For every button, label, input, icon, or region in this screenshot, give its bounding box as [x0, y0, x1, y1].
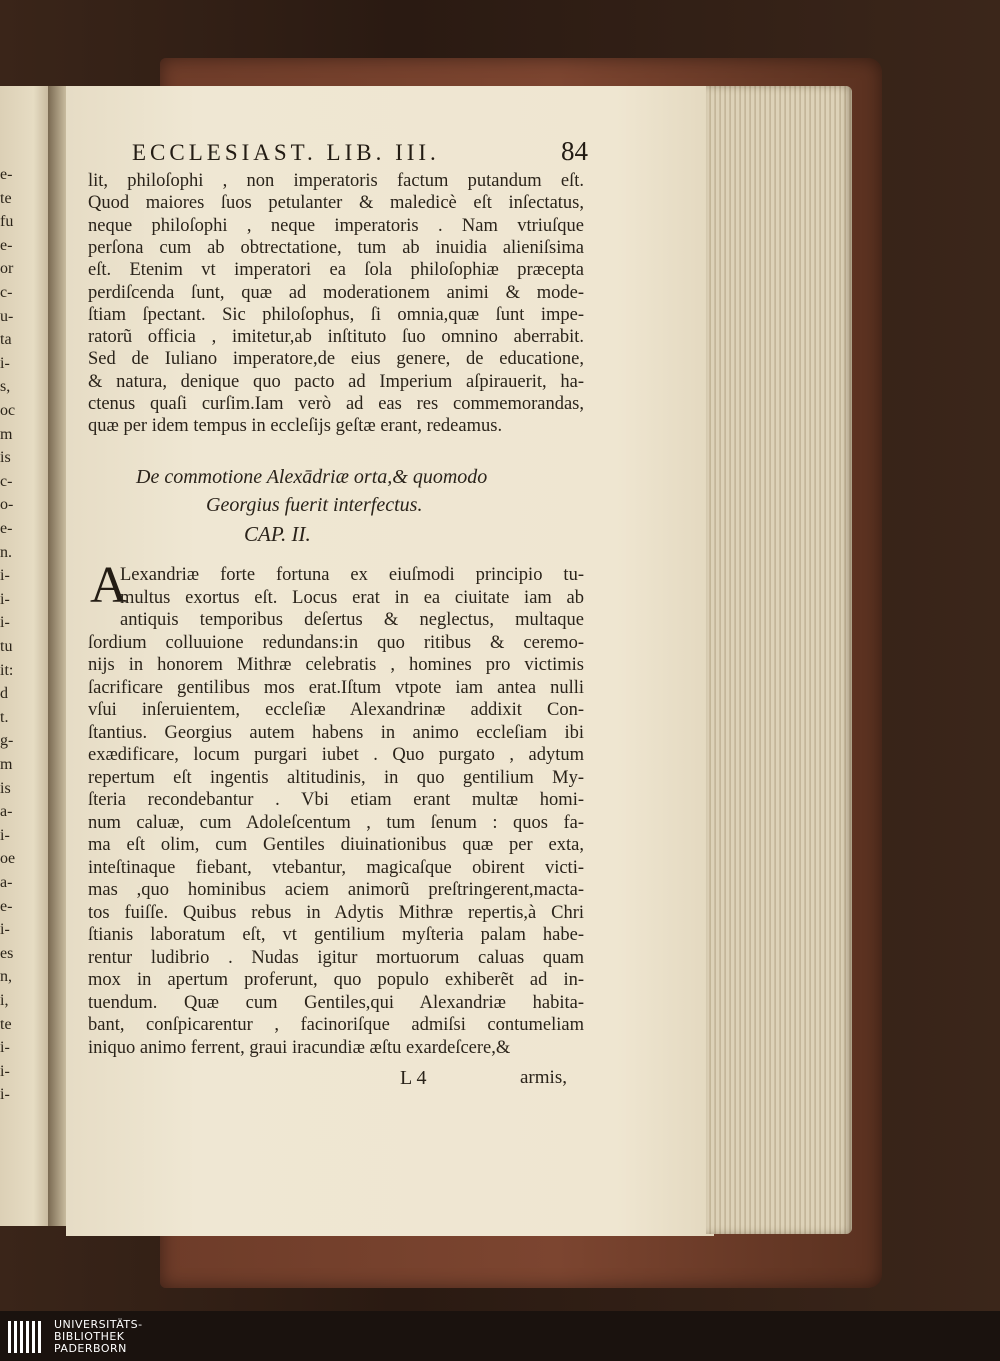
left-page-text-fragment: tu: [0, 638, 13, 655]
drop-cap-initial: A: [90, 557, 128, 614]
text-line: Lexandriæ forte fortuna ex eiuſmodi principio tu-: [120, 565, 584, 585]
left-page-text-fragment: d: [0, 685, 8, 703]
library-logo-bar: [0, 1311, 1000, 1361]
text-line: lit, philoſophi , non imperatoris factum putandum eſt.: [88, 171, 584, 191]
left-page-text-fragment: fu: [0, 213, 14, 231]
left-page-text-fragment: i-: [0, 1086, 10, 1104]
signature-mark: L 4: [400, 1067, 427, 1089]
text-line: num caluæ, cum Adoleſcentum , tum ſenum : quos fa-: [88, 812, 584, 833]
text-line: ratorũ officia , imitetur,ab inſtituto ſuo omnino aberrabit.: [88, 327, 584, 348]
left-page-text-fragment: c-: [0, 472, 13, 490]
left-page-text-fragment: e-: [0, 236, 13, 254]
left-page-text-fragment: a-: [0, 803, 13, 821]
left-page-text-fragment: m: [0, 756, 13, 773]
text-line: exædificare, locum purgari iubet . Quo purgato , adytum: [88, 745, 584, 765]
text-line: bant, conſpicarentur , facinoriſque admiſsi contumeliam: [88, 1015, 584, 1035]
text-line: ſordium colluuione redundans:in quo ritibus & ceremo-: [88, 632, 584, 653]
library-logo-icon: [6, 1317, 46, 1357]
text-line: ſtiam ſpectant. Sic philoſophus, ſi omnia,quæ ſunt impe-: [88, 304, 584, 325]
running-head-title: ECCLESIAST. LIB. III.: [132, 140, 440, 165]
left-page-text-fragment: i-: [0, 826, 10, 844]
page-fore-edge: [706, 86, 852, 1234]
text-line: ſteria recondebantur . Vbi etiam erant multæ homi-: [88, 790, 584, 810]
page-number: 84: [561, 136, 588, 166]
left-page-text-fragment: n,: [0, 968, 12, 986]
text-line: iniquo animo ferrent, graui iracundiæ æſtu exardeſcere,&: [88, 1037, 511, 1058]
text-line: ma eſt olim, cum Gentiles diuinationibus quæ per exta,: [88, 835, 584, 855]
text-line: eſt. Etenim vt imperatori ea ſola philoſophiæ præcepta: [88, 260, 584, 281]
text-line: mox in apertum proferunt, quo populo exhiberẽt ad in-: [88, 970, 584, 990]
text-line: ſtantius. Georgius autem habens in animo eccleſiam ibi: [88, 722, 584, 743]
left-page-text-fragment: e-: [0, 520, 13, 537]
text-line: Sed de Iuliano imperatore,de eius genere, de educatione,: [88, 349, 584, 370]
text-line: neque philoſophi , neque imperatoris . Nam vtriuſque: [88, 215, 584, 236]
left-page-text-fragment: or: [0, 260, 14, 278]
text-line: quæ per idem tempus in eccleſijs geſtæ erant, redeamus.: [88, 416, 503, 437]
left-page-text-fragment: c-: [0, 284, 13, 301]
text-line: perſona cum ab obtrectatione, tum ab inuidia alieniſsima: [88, 237, 584, 258]
text-line: vſui inſeruientem, eccleſiæ Alexandrinæ addixit Con-: [88, 700, 584, 720]
text-line: nijs in honorem Mithræ celebratis , homines pro victimis: [88, 655, 584, 675]
chapter-title-line-2: Georgius fuerit interfectus.: [206, 494, 423, 516]
text-line: tuendum. Quæ cum Gentiles,qui Alexandriæ habita-: [88, 992, 584, 1013]
left-page-text-fragment: s,: [0, 378, 11, 396]
text-line: inteſtinaque fiebant, vtebantur, magicaſque obirent victi-: [88, 857, 584, 878]
left-page-text-fragment: n.: [0, 543, 12, 561]
left-page-text-fragment: i,: [0, 992, 9, 1009]
left-page-text-fragment: te: [0, 1015, 12, 1033]
left-page-text-fragment: is: [0, 449, 11, 467]
left-page-text-fragment: e-: [0, 897, 13, 915]
text-line: & natura, denique quo pacto ad Imperium aſpirauerit, ha-: [88, 371, 584, 392]
left-page-text-fragment: i-: [0, 921, 10, 939]
left-page-text-fragment: ta: [0, 331, 12, 349]
left-page-text-fragment: i-: [0, 1039, 10, 1057]
left-page-text-fragment: i-: [0, 590, 10, 608]
text-line: rentur ludibrio . Nudas igitur mortuorum caluas quam: [88, 947, 584, 968]
left-page-text-fragment: oe: [0, 850, 16, 868]
text-line: ſtianis laboratum eſt, vt gentilium myſteria palam habe-: [88, 925, 584, 945]
left-page-text-fragment: i-: [0, 1062, 10, 1080]
text-line: Quod maiores ſuos petulanter & maledicè eſt inſectatus,: [88, 193, 584, 214]
left-page-text-fragment: i-: [0, 614, 10, 632]
left-page-text-fragment: e-: [0, 166, 13, 183]
text-line: ctenus quaſi curſim.Iam verò ad eas res commemorandas,: [88, 394, 584, 414]
library-logo-text: [54, 1319, 143, 1355]
left-page-text-fragment: g-: [0, 732, 14, 750]
left-page-text-fragment: is: [0, 779, 11, 797]
left-page-text-fragment: m: [0, 425, 13, 443]
left-page-text-fragment: o-: [0, 496, 14, 514]
left-page-text-fragment: it:: [0, 661, 14, 679]
text-line: tos fuiſſe. Quibus rebus in Adytis Mithræ repertis,à Chri: [88, 902, 584, 923]
text-line: repertum eſt ingentis altitudinis, in quo gentilium My-: [88, 767, 584, 788]
text-line: ſacrificare gentilibus mos erat.Iſtum vtpote iam antea nulli: [88, 677, 584, 698]
left-page-text-fragment: te: [0, 189, 12, 207]
text-line: multus exortus eſt. Locus erat in ea ciuitate iam ab: [120, 587, 584, 608]
left-page-text-fragment: i-: [0, 354, 10, 372]
text-line: antiquis temporibus deſertus & neglectus, multaque: [120, 610, 584, 630]
chapter-title-line-1: De commotione Alexādriæ orta,& quomodo: [136, 466, 488, 488]
chapter-number: CAP. II.: [244, 522, 311, 546]
text-line: mas ,quo hominibus aciem animorũ preſtringerent,macta-: [88, 880, 584, 900]
logo-line-3: PADERBORN: [54, 1342, 127, 1355]
catchword: armis,: [520, 1067, 567, 1088]
text-line: perdiſcenda ſunt, quæ ad moderationem animi & mode-: [88, 282, 584, 303]
left-page-text-fragment: u-: [0, 307, 14, 325]
left-page-text-fragment: a-: [0, 874, 13, 891]
logo-line-2: BIBLIOTHEK: [54, 1330, 125, 1343]
left-page-text-fragment: es: [0, 944, 14, 962]
left-page-text-fragment: t.: [0, 708, 9, 726]
logo-line-1: UNIVERSITÄTS-: [54, 1318, 143, 1331]
left-page-text-fragment: oc: [0, 402, 16, 419]
left-page-text-fragment: i-: [0, 567, 10, 585]
running-head: [132, 136, 588, 170]
